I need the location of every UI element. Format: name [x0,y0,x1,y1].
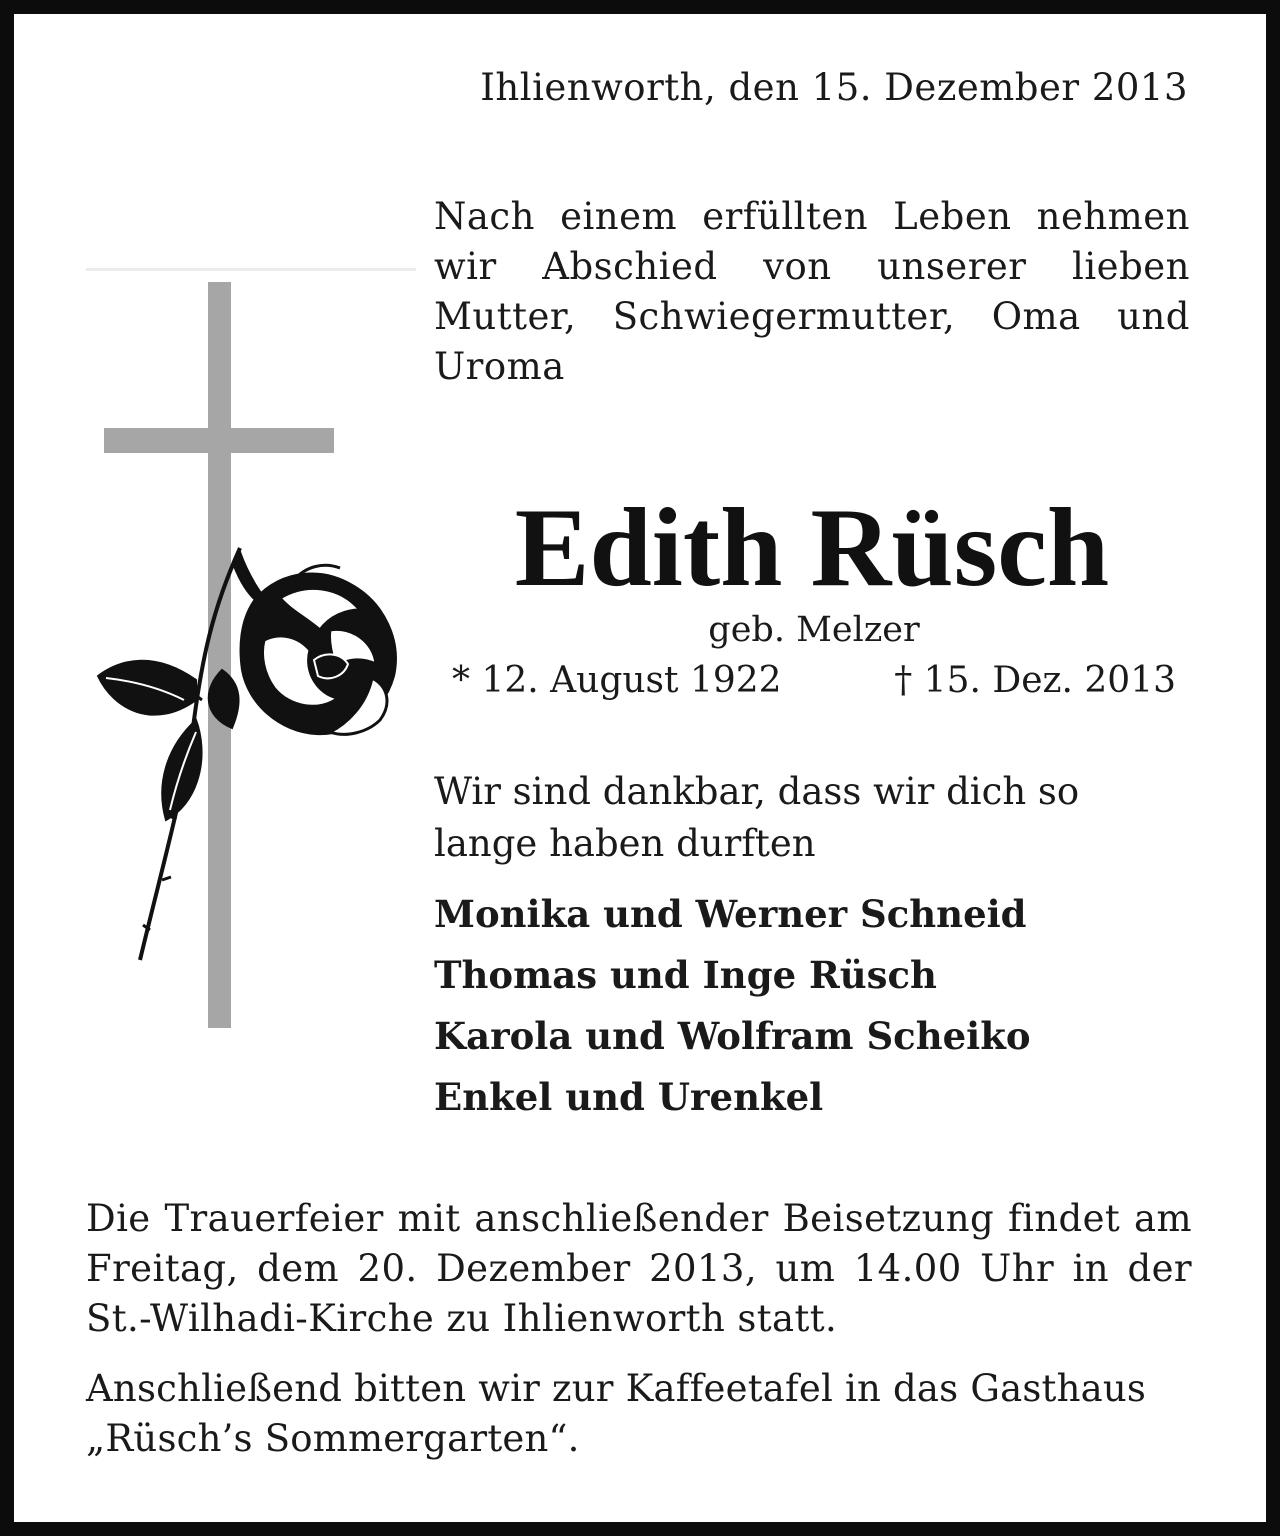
deceased-name: Edith Rüsch [514,486,1110,610]
birth-date: * 12. August 1922 [452,660,782,701]
reception-details: Anschließend bitten wir zur Kaffeetafel in das Gasthaus „Rüsch’s Sommergarten“. [86,1367,1147,1460]
place-date: Ihlienworth, den 15. Dezember 2013 [480,66,1188,109]
funeral-details: Die Trauerfeier mit anschließender Beisetzung findet am Freitag, dem 20. Dezember 2013, um 14.00 Uhr in der St.-Wilhadi-Kirche zu Ihlienworth statt. [86,1197,1192,1340]
mourner-name: Thomas und Inge Rüsch [434,953,937,997]
cross-with-rose [84,280,424,1030]
maiden-name: geb. Melzer [708,610,920,650]
intro-text: Nach einem erfüllten Leben nehmen wir Abschied von unserer lieben Mutter, Schwiegermutter, Oma und Uroma [434,195,1190,388]
death-date: † 15. Dez. 2013 [894,660,1176,701]
mourner-name: Karola und Wolfram Scheiko [434,1014,1031,1058]
mourners-list [434,884,1194,1128]
decorative-divider [86,268,416,271]
thanks-text: Wir sind dankbar, dass wir dich so lange haben durften [434,770,1080,865]
mourner-name: Monika und Werner Schneid [434,892,1027,936]
mourner-name: Enkel und Urenkel [434,1075,824,1119]
rose-icon [98,548,396,960]
